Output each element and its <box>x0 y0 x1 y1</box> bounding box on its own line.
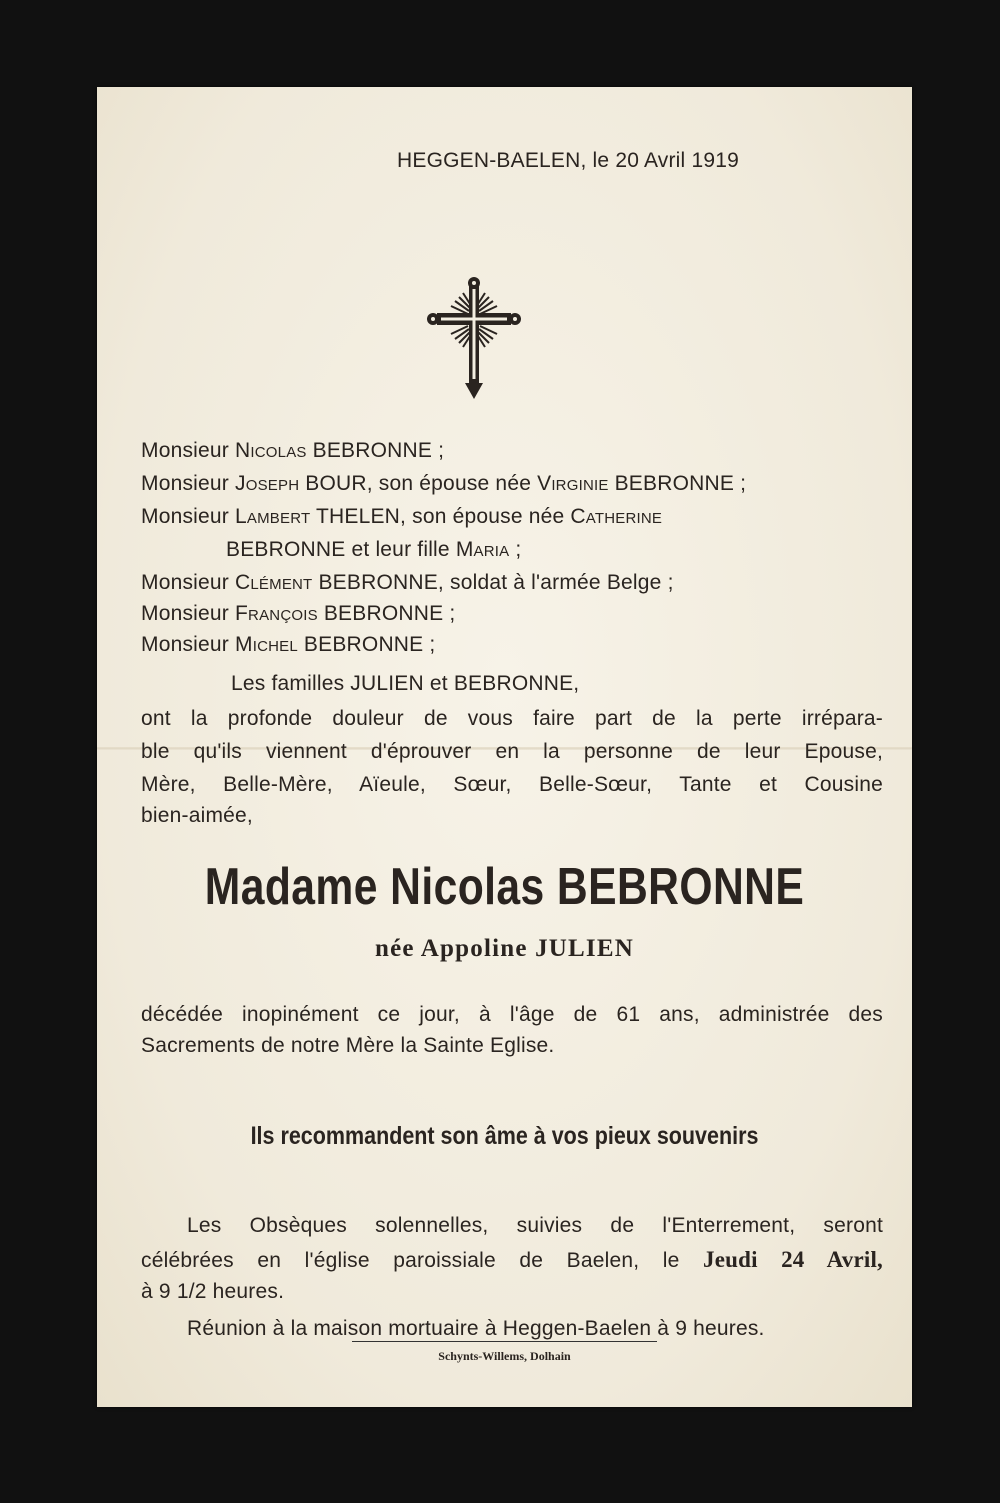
death-notice-line-1: décédée inopinément ce jour, à l'âge de 61 ans, administrée des <box>141 1003 883 1026</box>
mourner-line-2 <box>141 472 746 496</box>
printer-divider <box>352 1341 657 1342</box>
mourner-firstname: Joseph <box>235 472 300 495</box>
funeral-line-3: à 9 1/2 heures. <box>141 1280 285 1303</box>
funeral-line-1: Les Obsèques solennelles, suivies de l'Enterrement, seront <box>187 1214 883 1237</box>
mourner-line-5 <box>141 571 674 595</box>
mourner-text: ; <box>509 538 522 561</box>
mourner-firstname: Maria <box>455 538 510 561</box>
funeral-line-4: Réunion à la maison mortuaire à Heggen-Baelen à 9 heures. <box>187 1317 765 1340</box>
funeral-line-2 <box>141 1247 883 1273</box>
deceased-maiden-name: née Appoline JULIEN <box>375 935 634 962</box>
mourner-title: Monsieur <box>141 505 236 528</box>
announcement-line-2: ble qu'ils viennent d'éprouver en la personne de leur Epouse, <box>141 740 883 763</box>
mourner-text: BEBRONNE et leur fille <box>226 538 456 561</box>
mourner-title: Monsieur <box>141 602 236 625</box>
mourner-surname: BEBRONNE ; <box>306 439 445 462</box>
mourner-title: Monsieur <box>141 633 236 656</box>
announcement-line-4: bien-aimée, <box>141 804 253 827</box>
funeral-text: célébrées en l'église paroissiale de Baelen, le <box>141 1249 703 1272</box>
mourner-text: THELEN, son épouse née <box>310 505 571 528</box>
mourner-text: BOUR, son épouse née <box>299 472 538 495</box>
mourner-firstname: Catherine <box>570 505 663 528</box>
printer-imprint: Schynts-Willems, Dolhain <box>438 1349 571 1363</box>
mourner-title: Monsieur <box>141 472 236 495</box>
mourner-surname: BEBRONNE ; <box>297 633 436 656</box>
deceased-name: Madame Nicolas BEBRONNE <box>204 858 805 916</box>
mourner-surname: BEBRONNE ; <box>317 602 456 625</box>
mourner-firstname: François <box>235 602 318 625</box>
mourner-firstname: Virginie <box>537 472 609 495</box>
mourner-line-3 <box>141 505 662 529</box>
date-line: HEGGEN-BAELEN, le 20 Avril 1919 <box>397 149 739 172</box>
mourner-firstname: Clément <box>235 571 313 594</box>
death-notice-line-2: Sacrements de notre Mère la Sainte Eglise. <box>141 1034 555 1057</box>
mourner-line-4 <box>226 538 521 562</box>
mourner-line-7 <box>141 633 435 657</box>
announcement-line-1: ont la profonde douleur de vous faire part de la perte irrépara- <box>141 707 883 730</box>
cross-icon <box>419 275 529 403</box>
funeral-notice-card <box>97 87 912 1407</box>
funeral-date: Jeudi 24 Avril, <box>703 1247 883 1272</box>
mourner-firstname: Nicolas <box>235 439 307 462</box>
mourner-line-6 <box>141 602 455 626</box>
mourner-title: Monsieur <box>141 439 236 462</box>
mourner-surname: BEBRONNE ; <box>608 472 747 495</box>
mourner-title: Monsieur <box>141 571 236 594</box>
mourner-text: BEBRONNE, soldat à l'armée Belge ; <box>312 571 674 594</box>
mourner-firstname: Michel <box>235 633 298 656</box>
mourner-firstname: Lambert <box>235 505 311 528</box>
announcement-line-3: Mère, Belle-Mère, Aïeule, Sœur, Belle-Sœur, Tante et Cousine <box>141 773 883 796</box>
recommendation-heading: Ils recommandent son âme à vos pieux souvenirs <box>250 1122 759 1150</box>
mourner-line-1 <box>141 439 444 463</box>
families-line: Les familles JULIEN et BEBRONNE, <box>231 672 580 695</box>
